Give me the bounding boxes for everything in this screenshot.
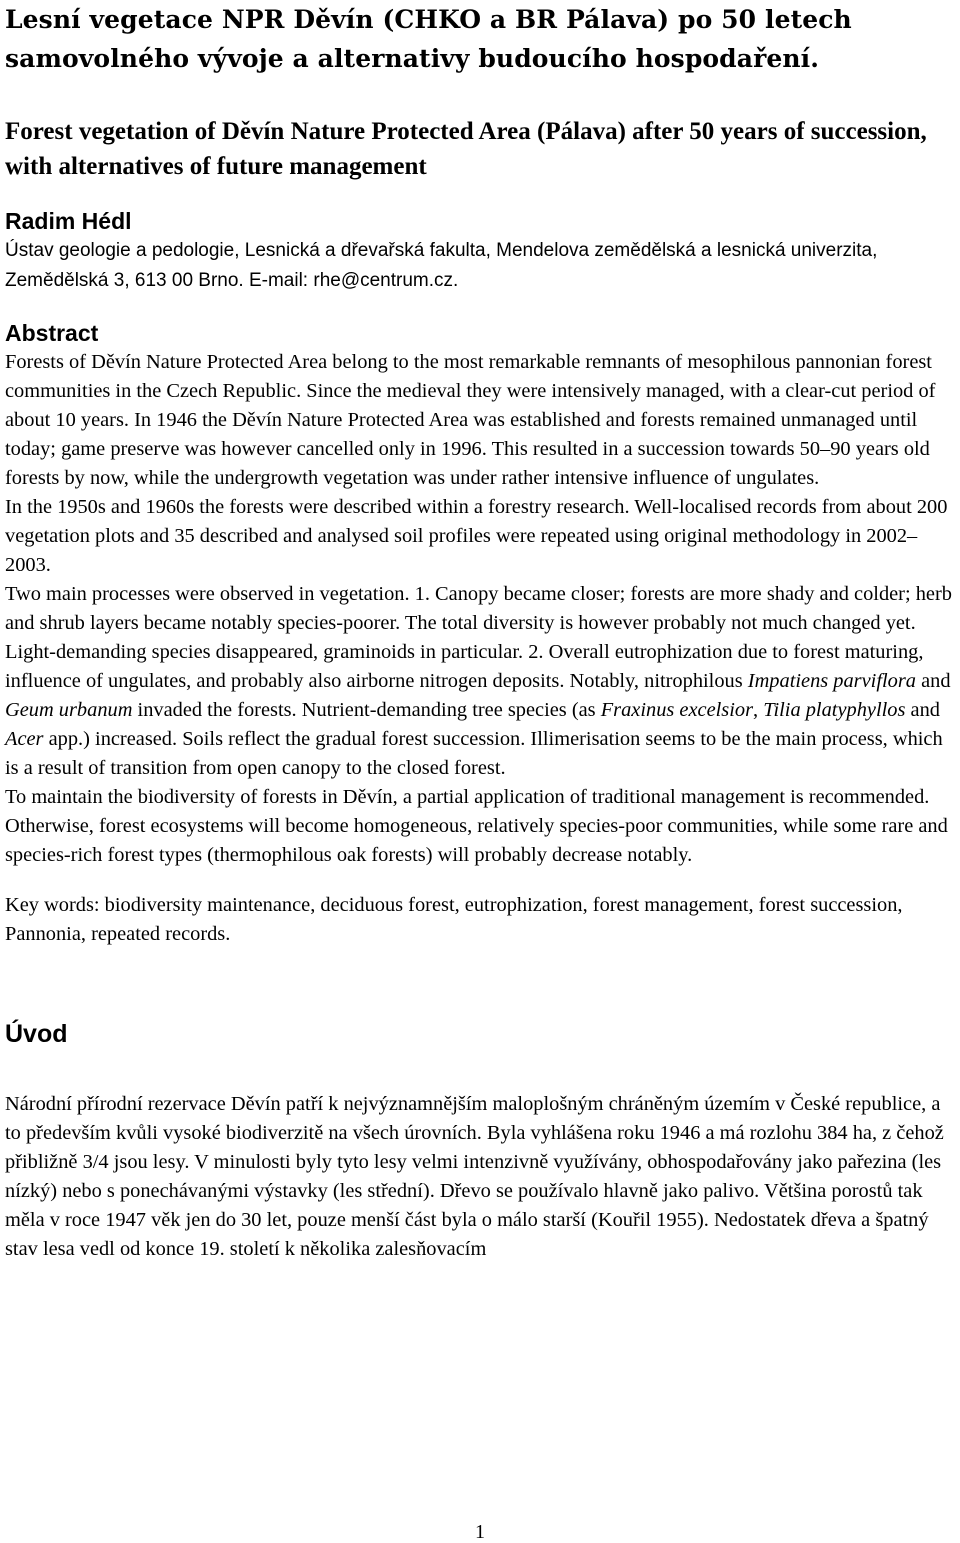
text-run: , (753, 699, 764, 721)
text-run: Two main processes were observed in vegetation. 1. Canopy became closer; forests are more shady and colder; herb and shrub layers became notably species-poorer. The total diversity is however probably not much changed yet. Light-demanding species disappeared, graminoids in particular. 2. Overall eutrophization due to forest maturing, influence of ungulates, and probably also airborne nitrogen deposits. Notably, nitrophilous (5, 583, 952, 692)
author-affiliation: Ústav geologie a pedologie, Lesnická a dřevařská fakulta, Mendelova zemědělská a lesnická univerzita, Zemědělská 3, 613 00 Brno. E-mail: rhe@centrum.cz. (5, 240, 878, 291)
czech-title: Lesní vegetace NPR Děvín (CHKO a BR Pálava) po 50 letech samovolného vývoje a alternativy budoucího hospodaření. (5, 5, 852, 73)
species-name: Tilia platyphyllos (763, 699, 906, 721)
abstract-body (5, 348, 955, 870)
abstract-paragraph-2: In the 1950s and 1960s the forests were described within a forestry research. Well-localised records from about 200 vegetation plots and 35 described and analysed soil profiles were repeated using original methodology in 2002–2003. (5, 496, 948, 576)
text-run: invaded the forests. Nutrient-demanding tree species (as (132, 699, 601, 721)
author-name: Radim Hédl (5, 208, 132, 234)
text-run: and (905, 699, 940, 721)
introduction-paragraph-1: Národní přírodní rezervace Děvín patří k nejvýznamnějším maloplošným chráněným územím v České republice, a to především kvůli vysoké biodiverzitě na všech úrovních. Byla vyhlášena roku 1946 a má rozlohu 384 ha, z čehož přibližně 3/4 jsou lesy. V minulosti byly tyto lesy velmi intenzivně využívány, obhospodařovány jako pařezina (les nízký) nebo s ponechávanými výstavky (les střední). Dřevo se používalo hlavně jako palivo. Většina porostů tak měla v roce 1947 věk jen do 30 let, pouze menší část byla o málo starší (Kouřil 1955). Nedostatek dřeva a špatný stav lesa vedl od konce 19. století k několika zalesňovacím (5, 1093, 944, 1260)
text-run: app.) increased. Soils reflect the gradual forest succession. Illimerisation seems to be the main process, which is a result of transition from open canopy to the closed forest. (5, 728, 943, 779)
introduction-body (5, 1090, 955, 1264)
keywords: Key words: biodiversity maintenance, deciduous forest, eutrophization, forest management, forest succession, Pannonia, repeated records. (5, 894, 903, 945)
abstract-paragraph-1: Forests of Děvín Nature Protected Area belong to the most remarkable remnants of mesophilous pannonian forest communities in the Czech Republic. Since the medieval they were intensively managed, with a clear-cut period of about 10 years. In 1946 the Děvín Nature Protected Area was established and forests remained unmanaged until today; game preserve was however cancelled only in 1996. This resulted in a succession towards 50–90 years old forests by now, while the undergrowth vegetation was under rather intensive influence of ungulates. (5, 351, 936, 489)
introduction-heading: Úvod (5, 1020, 68, 1048)
page-number: 1 (475, 1521, 485, 1543)
document-page (5, 0, 955, 1264)
abstract-heading: Abstract (5, 320, 99, 346)
text-run: and (916, 670, 951, 692)
species-name: Geum urbanum (5, 699, 133, 721)
abstract-paragraph-3 (5, 580, 955, 783)
species-name: Acer (5, 728, 44, 750)
english-title: Forest vegetation of Děvín Nature Protected Area (Pálava) after 50 years of succession, with alternatives of future management (5, 118, 927, 180)
species-name: Impatiens parviflora (747, 670, 916, 692)
species-name: Fraxinus excelsior (600, 699, 754, 721)
abstract-paragraph-4: To maintain the biodiversity of forests in Děvín, a partial application of traditional management is recommended. Otherwise, forest ecosystems will become homogeneous, relatively species-poor communities, while some rare and species-rich forest types (thermophilous oak forests) will probably decrease notably. (5, 786, 948, 866)
